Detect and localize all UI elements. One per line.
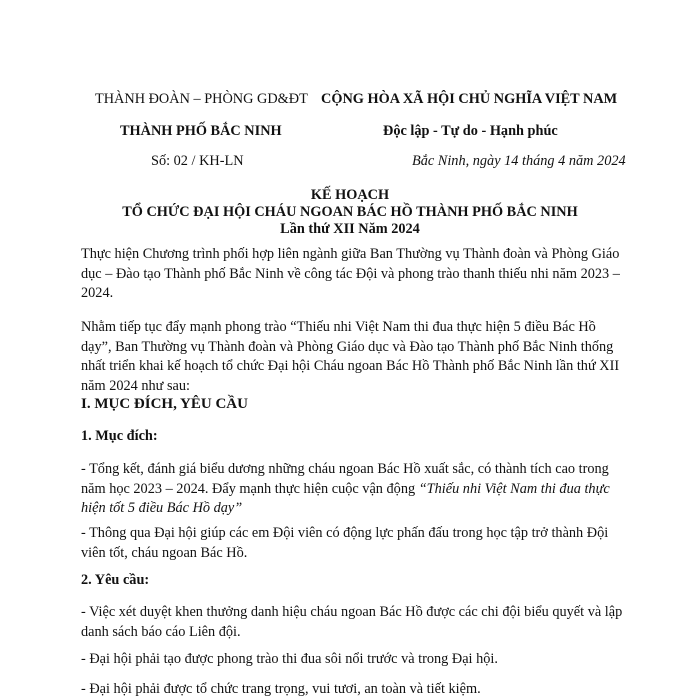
issuer-name: THÀNH ĐOÀN – PHÒNG GD&ĐT: [95, 91, 308, 107]
section-heading: I. MỤC ĐÍCH, YÊU CẦU: [81, 396, 248, 412]
intro-paragraph-1: Thực hiện Chương trình phối hợp liên ngành giữa Ban Thường vụ Thành đoàn và Phòng Giáo dục – Đào tạo Thành phố Bắc Ninh về công tác Đội và phong trào thanh thiếu nhi năm 2023 – 2024.: [81, 246, 620, 301]
campaign-name: “Thiếu nhi Việt Nam thi đua thực hiện tốt 5 điều Bác Hồ dạy”: [81, 480, 610, 516]
requirement-2: - Đại hội phải tạo được phong trào thi đua sôi nổi trước và trong Đại hội.: [81, 651, 498, 667]
purpose-paragraph-1: [81, 460, 623, 519]
subsection-heading-purpose: 1. Mục đích:: [81, 428, 158, 444]
subsection-heading-requirements: 2. Yêu cầu:: [81, 572, 150, 588]
intro-paragraph-2: Nhằm tiếp tục đẩy mạnh phong trào “Thiếu nhi Việt Nam thi đua thực hiện 5 điều Bác Hồ dạy”, Ban Thường vụ Thành đoàn và Phòng Giáo dục và Đào tạo Thành phố Bắc Ninh thống nhất triển khai kế hoạch tổ chức Đại hội Cháu ngoan Bác Hồ Thành phố Bắc Ninh lần thứ XII năm 2024 như sau:: [81, 319, 620, 394]
doc-edition: Lần thứ XII Năm 2024: [280, 221, 420, 237]
issuer-city: THÀNH PHỐ BẮC NINH: [120, 123, 282, 139]
requirement-1: - Việc xét duyệt khen thưởng danh hiệu cháu ngoan Bác Hồ được các chi đội biểu quyết và lập danh sách báo cáo Liên đội.: [81, 604, 623, 640]
purpose-paragraph-2: - Thông qua Đại hội giúp các em Đội viên có động lực phấn đấu trong học tập trở thành Đội viên tốt, cháu ngoan Bác Hồ.: [81, 525, 609, 561]
national-title: CỘNG HÒA XÃ HỘI CHỦ NGHĨA VIỆT NAM: [321, 91, 618, 107]
requirement-3: - Đại hội phải được tổ chức trang trọng, vui tươi, an toàn và tiết kiệm.: [81, 681, 481, 697]
doc-subtitle: TỔ CHỨC ĐẠI HỘI CHÁU NGOAN BÁC HỒ THÀNH PHỐ BẮC NINH: [122, 204, 578, 220]
doc-title: KẾ HOẠCH: [310, 187, 390, 203]
national-motto: Độc lập - Tự do - Hạnh phúc: [383, 123, 558, 139]
date-place: Bắc Ninh, ngày 14 tháng 4 năm 2024: [412, 153, 626, 169]
purpose-text: - Tổng kết, đánh giá biểu dương những cháu ngoan Bác Hồ xuất sắc, có thành tích cao trong năm học 2023 – 2024. Đẩy mạnh thực hiện cuộc vận động: [81, 461, 609, 497]
document-number: Số: 02 / KH-LN: [151, 153, 244, 169]
